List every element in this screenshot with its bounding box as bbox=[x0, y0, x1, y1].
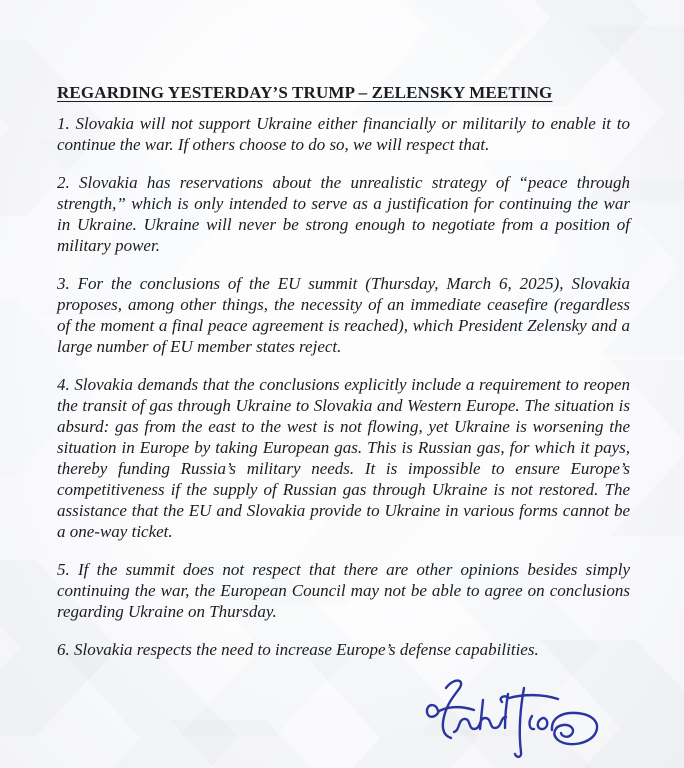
paragraph: 5. If the summit does not respect that there are other opinions besides simply continuing the war, the European Council may not be able to agree on conclusions regarding Ukraine on Thursday. bbox=[57, 560, 630, 621]
signature-block bbox=[57, 672, 630, 764]
statement-document bbox=[57, 82, 630, 764]
document-title: REGARDING YESTERDAY’S TRUMP – ZELENSKY MEETING bbox=[57, 83, 553, 102]
document-body bbox=[57, 113, 630, 660]
paragraph: 6. Slovakia respects the need to increase Europe’s defense capabilities. bbox=[57, 640, 539, 659]
paragraph: 4. Slovakia demands that the conclusions explicitly include a requirement to reopen the transit of gas through Ukraine to Slovakia and Western Europe. The situation is absurd: gas from the east to the west is not flowing, yet Ukraine is worsening the situation in Europe by taking European gas. This is Russian gas, for which it pays, thereby funding Russia’s military needs. It is impossible to ensure Europe’s competitiveness if the supply of Russian gas through Ukraine is not restored. The assistance that the EU and Slovakia provide to Ukraine in various forms cannot be a one-way ticket. bbox=[57, 375, 630, 541]
paragraph: 2. Slovakia has reservations about the unrealistic strategy of “peace through strength,” which is only intended to serve as a justification for continuing the war in Ukraine. Ukraine will never be strong enough to negotiate from a position of military power. bbox=[57, 173, 630, 255]
paragraph: 3. For the conclusions of the EU summit (Thursday, March 6, 2025), Slovakia proposes, among other things, the necessity of an immediate ceasefire (regardless of the moment a final peace agreement is reached), which President Zelensky and a large number of EU member states reject. bbox=[57, 274, 630, 356]
robert-fico-signature bbox=[424, 672, 602, 764]
paragraph: 1. Slovakia will not support Ukraine either financially or militarily to enable it to continue the war. If others choose to do so, we will respect that. bbox=[57, 114, 630, 154]
